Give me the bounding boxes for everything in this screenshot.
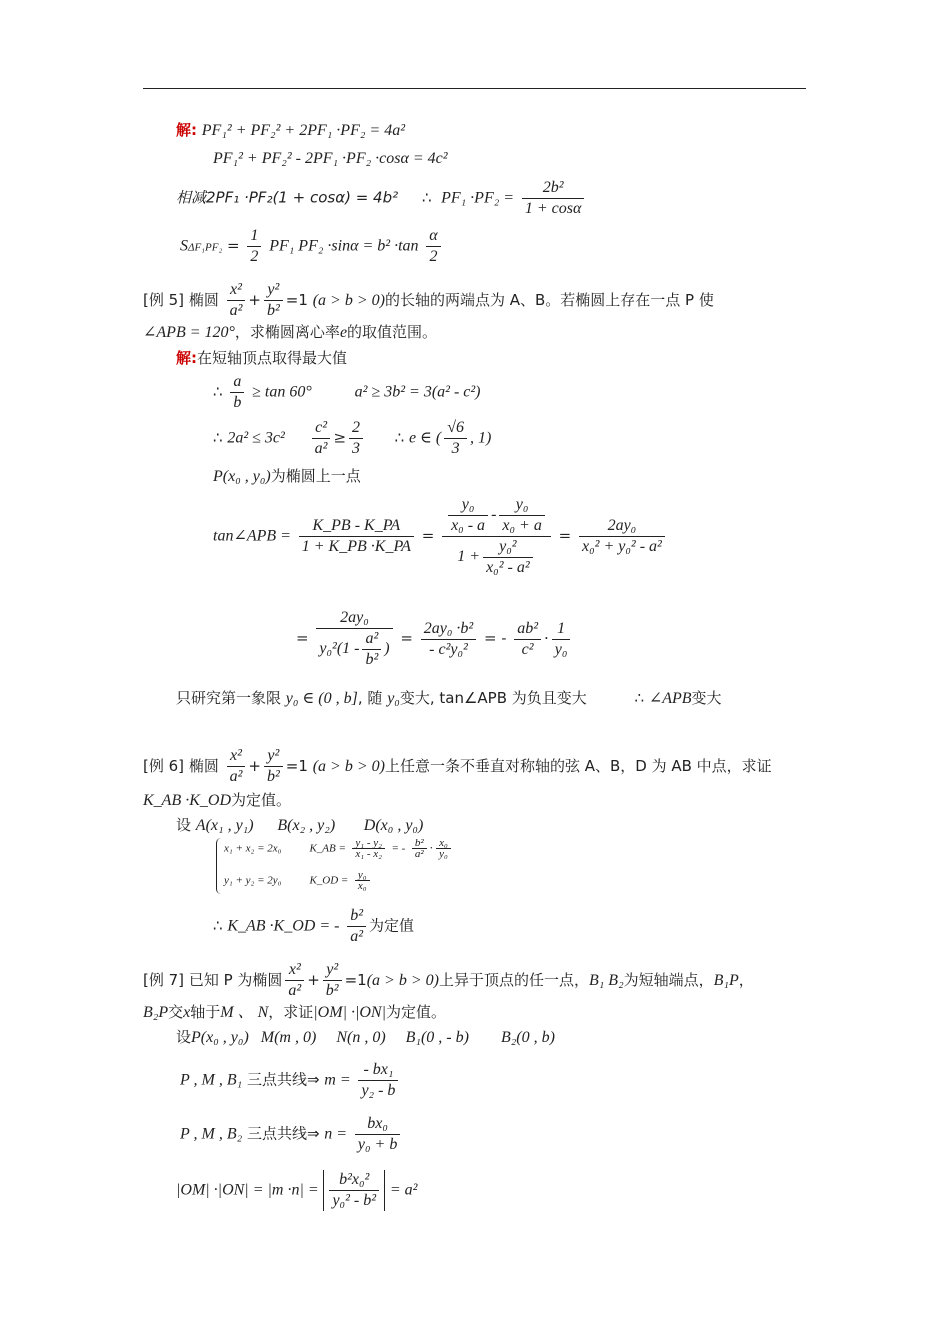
fraction [227, 746, 246, 787]
equation: tan∠APB = [213, 527, 291, 545]
equals: =1 [285, 291, 308, 309]
fraction [299, 516, 414, 557]
solution-label: 解: [176, 349, 197, 367]
denominator: a² [350, 928, 364, 945]
equals-minus: = - [391, 842, 406, 855]
text: 1 + [457, 548, 481, 566]
equals: = [227, 236, 240, 255]
text: 设 [176, 816, 192, 834]
fraction [552, 619, 571, 660]
ex7-m-line [180, 1060, 401, 1101]
example-label: [例 5] [143, 291, 185, 309]
text: 只研究第一象限 [176, 689, 282, 707]
fraction [522, 178, 585, 219]
therefore-symbol: ∴ [213, 428, 223, 447]
equation: K_AB ·K_OD [143, 792, 231, 809]
fraction [499, 495, 544, 536]
fraction [444, 418, 467, 459]
denominator: b² [266, 768, 280, 785]
fraction [412, 838, 427, 859]
equals: =1 [344, 971, 367, 989]
numerator: 2b² [522, 178, 585, 199]
interval: y₀ ∈ (0 , b] [285, 690, 358, 707]
text: 设 [176, 1028, 192, 1046]
denominator: 3 [352, 440, 361, 457]
point: A(x₁ , y₁) [195, 817, 254, 834]
equation: x₁ + x₂ = 2x₀ [224, 842, 282, 855]
text: 变大, tan∠APB 为负且变大 [399, 689, 587, 707]
area-subscript: ΔF₁PF₂ [188, 241, 223, 254]
endpoints: B₁ B₂ [588, 972, 624, 989]
fraction [426, 226, 440, 267]
numerator: 2ay₀ ·b² [421, 619, 476, 640]
denominator: y₀ + b [357, 1136, 398, 1153]
equals: = [296, 629, 309, 647]
numerator: y₁ - y₂ [352, 838, 385, 849]
equation: a² ≥ 3b² = 3(a² - c²) [354, 383, 481, 401]
denominator: a² [414, 848, 424, 860]
denominator: 1 + cosα [524, 200, 582, 217]
text: 为定值。 [231, 791, 292, 809]
segment: B₁P [713, 972, 739, 989]
fraction [312, 418, 331, 459]
area-symbol: S [180, 237, 188, 255]
fraction [448, 495, 488, 536]
fraction [436, 838, 451, 859]
fraction [329, 1170, 379, 1211]
text: 上任意一条不垂直对称轴的弦 A、B，D 为 AB 中点，求证 [384, 757, 772, 775]
denominator: 2 [429, 248, 438, 265]
points: P(x₀ , y₀) M(m , 0) N(n , 0) B₁(0 , - b) B₂(0 , b) [191, 1029, 555, 1046]
fraction [579, 516, 665, 557]
numerator: y₀ [355, 870, 370, 881]
denominator: y₀ [554, 640, 568, 658]
fraction [421, 619, 476, 660]
solution-line-4 [180, 226, 444, 267]
equation: K_AB = [309, 842, 346, 855]
denominator: b² [365, 651, 379, 668]
text: 在短轴顶点取得最大值 [197, 349, 348, 367]
text: , 随 [357, 689, 383, 707]
therefore-symbol: ∴ [634, 689, 645, 707]
numerator: y² [323, 960, 342, 981]
numerator: b² [347, 906, 366, 927]
denominator: y₀ [439, 848, 448, 860]
equation: 2a² ≤ 3c² [227, 429, 285, 447]
equation: K_OD = [309, 874, 349, 887]
denominator: c² [521, 640, 534, 658]
therefore-symbol: ∴ [394, 428, 405, 447]
angle: ∠APB [648, 690, 692, 707]
solution-line-3 [176, 178, 587, 219]
equation: = a² [389, 1181, 418, 1199]
numerator: x₀ [436, 838, 451, 849]
text: ) [384, 640, 390, 658]
denominator: a² [288, 982, 302, 999]
dot: · [543, 629, 549, 647]
points: M 、 N [220, 1004, 269, 1021]
ex7-setup [176, 1027, 555, 1048]
example-5-statement-2 [143, 322, 437, 343]
numerator: x² [227, 746, 246, 767]
denominator: a² [229, 302, 243, 319]
example-5-statement: [例 5] 椭圆 $\frac{\text{x²}}{\text{a²}}$ + $\frac{\text{y²}}{\text{b²}}$ =1 (a > b > 0)的长轴的两端点为 A、B。若椭圆上存在一点 P 使 [143, 281, 714, 319]
denominator: b² [325, 982, 339, 999]
fraction [514, 619, 541, 660]
ex5-step-2 [213, 418, 491, 459]
ex7-final [176, 1170, 417, 1211]
points: P , M , B₁ [180, 1071, 243, 1089]
absolute-value [323, 1170, 385, 1211]
dot: · [429, 841, 434, 855]
text: 的取值范围。 [347, 323, 438, 341]
denominator [442, 537, 551, 578]
numerator: α [426, 226, 440, 247]
text: 为定值 [369, 916, 415, 935]
denominator [316, 629, 392, 670]
denominator: 3 [451, 440, 460, 457]
equals: = [558, 526, 572, 545]
example-6-statement-2 [143, 790, 291, 811]
numerator: b²x₀² [329, 1170, 379, 1191]
fraction [352, 838, 385, 859]
fraction [285, 960, 304, 1001]
numerator: y² [264, 746, 283, 767]
fraction [358, 1060, 398, 1101]
ex7-n-line [180, 1114, 403, 1155]
fraction [355, 870, 370, 891]
numerator: c² [312, 418, 331, 439]
numerator: - bx₁ [358, 1060, 398, 1081]
fraction [227, 280, 246, 321]
points: P , M , B₂ [180, 1125, 243, 1143]
equals: = [421, 526, 435, 545]
example-7-statement-2 [143, 1002, 446, 1023]
denominator: a² [229, 768, 243, 785]
fraction [355, 1114, 400, 1155]
therefore-symbol: ∴ [213, 916, 223, 935]
denominator: b² [266, 302, 280, 319]
denominator: - c²y₀² [429, 640, 468, 658]
equation: m = [324, 1071, 351, 1089]
denominator: y₂ - b [361, 1082, 396, 1099]
equation: y₁ + y₂ = 2y₀ [224, 874, 282, 887]
ex5-conclusion [176, 688, 722, 709]
numerator: x² [285, 960, 304, 981]
condition: (a > b > 0) [366, 972, 439, 989]
numerator: K_PB - K_PA [299, 516, 414, 537]
numerator: y₀ [499, 495, 544, 516]
text: 变大 [691, 689, 722, 707]
equals: = [400, 629, 413, 647]
denominator: x₀ - a [451, 517, 486, 534]
ex6-system-row-2 [224, 870, 373, 891]
equation: e ∈ ( [408, 429, 442, 447]
angle: ∠APB = 120° [143, 324, 235, 341]
ex5-point-line [213, 466, 361, 487]
denominator: x₁ - x₂ [355, 848, 382, 860]
numerator: y₀² [483, 537, 533, 558]
fraction [230, 372, 244, 413]
equation: |OM| ·|ON| [313, 1004, 386, 1021]
equation: ≥ tan 60° [252, 383, 312, 401]
solution-line-1 [176, 120, 405, 141]
numerator: a [230, 372, 244, 393]
text: 三点共线⇒ [246, 1070, 320, 1089]
fraction [316, 608, 392, 670]
fraction [323, 960, 342, 1001]
condition: (a > b > 0) [312, 758, 385, 775]
fraction [347, 906, 366, 947]
text: 为椭圆上一点 [270, 467, 361, 485]
ex5-tan-derivation [213, 495, 668, 578]
point: D(x₀ , y₀) [363, 817, 424, 834]
equation: n = [324, 1125, 348, 1143]
fraction [483, 537, 533, 578]
denominator: a² [314, 440, 328, 457]
ex6-system-row-1 [224, 838, 454, 859]
text: y₀²(1 - [319, 640, 360, 658]
variable: y₀ [387, 690, 400, 707]
numerator: 1 [552, 619, 571, 640]
equals: =1 [285, 757, 308, 775]
denominator: x₀² + y₀² - a² [582, 538, 662, 555]
equation: PF₁ PF₂ ·sinα = b² ·tan [269, 237, 419, 255]
equals-minus: = - [484, 629, 507, 647]
text: 为短轴端点， [623, 971, 714, 989]
denominator: 2 [250, 248, 259, 265]
denominator: 1 + K_PB ·K_PA [301, 538, 411, 555]
numerator: 2 [349, 418, 363, 439]
text: ，求证 [268, 1003, 314, 1021]
text: 上异于顶点的任一点， [438, 971, 589, 989]
equation: , 1) [470, 429, 492, 447]
denominator: x₀ + a [502, 517, 542, 534]
text: 为定值。 [385, 1003, 446, 1021]
text: 的长轴的两端点为 A、B。若椭圆上存在一点 P 使 [384, 291, 714, 309]
equation: PF₁ ·PF₂ = [441, 189, 515, 207]
therefore-symbol: ∴ [421, 188, 432, 207]
compound-fraction [442, 495, 551, 578]
numerator [442, 495, 551, 537]
text: 已知 P 为椭圆 [188, 971, 283, 989]
text: 椭圆 [188, 757, 219, 775]
ex6-conclusion [213, 906, 414, 947]
ex6-setup [176, 815, 423, 836]
solution-label: 解: [176, 121, 197, 139]
example-7-statement: [例 7] 已知 P 为椭圆 $\frac{\text{x²}}{\text{a²}}$ + $\frac{\text{y²}}{\text{b²}}$ =1(a > b > 0)上异于顶点的任一点，B₁ B₂为短轴端点，B₁P， [143, 961, 754, 999]
numerator: a² [362, 629, 381, 650]
fraction [349, 418, 363, 459]
system-brace [216, 838, 221, 894]
numerator: y₀ [448, 495, 488, 516]
solution-line-2 [213, 148, 448, 169]
equation: |OM| ·|ON| = |m ·n| = [176, 1181, 319, 1199]
equation: PF₁² + PF₂² - 2PF₁ ·PF₂ ·cosα = 4c² [213, 150, 448, 167]
numerator: x² [227, 280, 246, 301]
example-label: [例 7] [143, 971, 185, 989]
geq: ≥ [333, 428, 347, 447]
numerator: √6 [444, 418, 467, 439]
numerator: bx₀ [355, 1114, 400, 1135]
numerator: y² [264, 280, 283, 301]
variable: e [339, 324, 348, 341]
equation: 相减2PF₁ ·PF₂(1 + cosα) = 4b² [176, 188, 399, 207]
fraction [264, 746, 283, 787]
point: B(x₂ , y₂) [277, 817, 336, 834]
numerator: ab² [514, 619, 541, 640]
equation: K_AB ·K_OD = - [227, 917, 340, 935]
segment: B₂P [143, 1004, 169, 1021]
text: 椭圆 [188, 291, 219, 309]
variable: x [183, 1004, 191, 1021]
condition: (a > b > 0) [312, 292, 385, 309]
point: P(x₀ , y₀) [213, 468, 271, 485]
denominator: b [233, 394, 242, 411]
text: 交 [168, 1003, 184, 1021]
text: 三点共线⇒ [246, 1124, 320, 1143]
text: ， [738, 971, 754, 989]
ex5-simplification [296, 608, 573, 670]
header-rule [143, 88, 806, 89]
fraction [264, 280, 283, 321]
numerator: 2ay₀ [579, 516, 665, 537]
denominator: y₀² - b² [332, 1192, 377, 1209]
denominator: x₀² - a² [486, 559, 530, 576]
ex5-step-1 [213, 372, 481, 413]
text: 轴于 [190, 1003, 221, 1021]
numerator: b² [412, 838, 427, 849]
equation: PF₁² + PF₂² + 2PF₁ ·PF₂ = 4a² [201, 122, 405, 139]
example-6-statement: [例 6] 椭圆 $\frac{\text{x²}}{\text{a²}}$ + $\frac{\text{y²}}{\text{b²}}$ =1 (a > b > 0)上任意一条不垂直对称轴的弦 A、B，D 为 AB 中点，求证 [143, 747, 772, 785]
numerator: 1 [247, 226, 261, 247]
text: ，求椭圆离心率 [234, 323, 340, 341]
numerator: 2ay₀ [316, 608, 392, 629]
fraction [247, 226, 261, 267]
example-label: [例 6] [143, 757, 185, 775]
fraction [362, 629, 381, 670]
therefore-symbol: ∴ [213, 382, 223, 401]
example-5-solution-label [176, 348, 347, 368]
denominator: x₀ [357, 880, 367, 892]
minus: - [491, 506, 497, 524]
